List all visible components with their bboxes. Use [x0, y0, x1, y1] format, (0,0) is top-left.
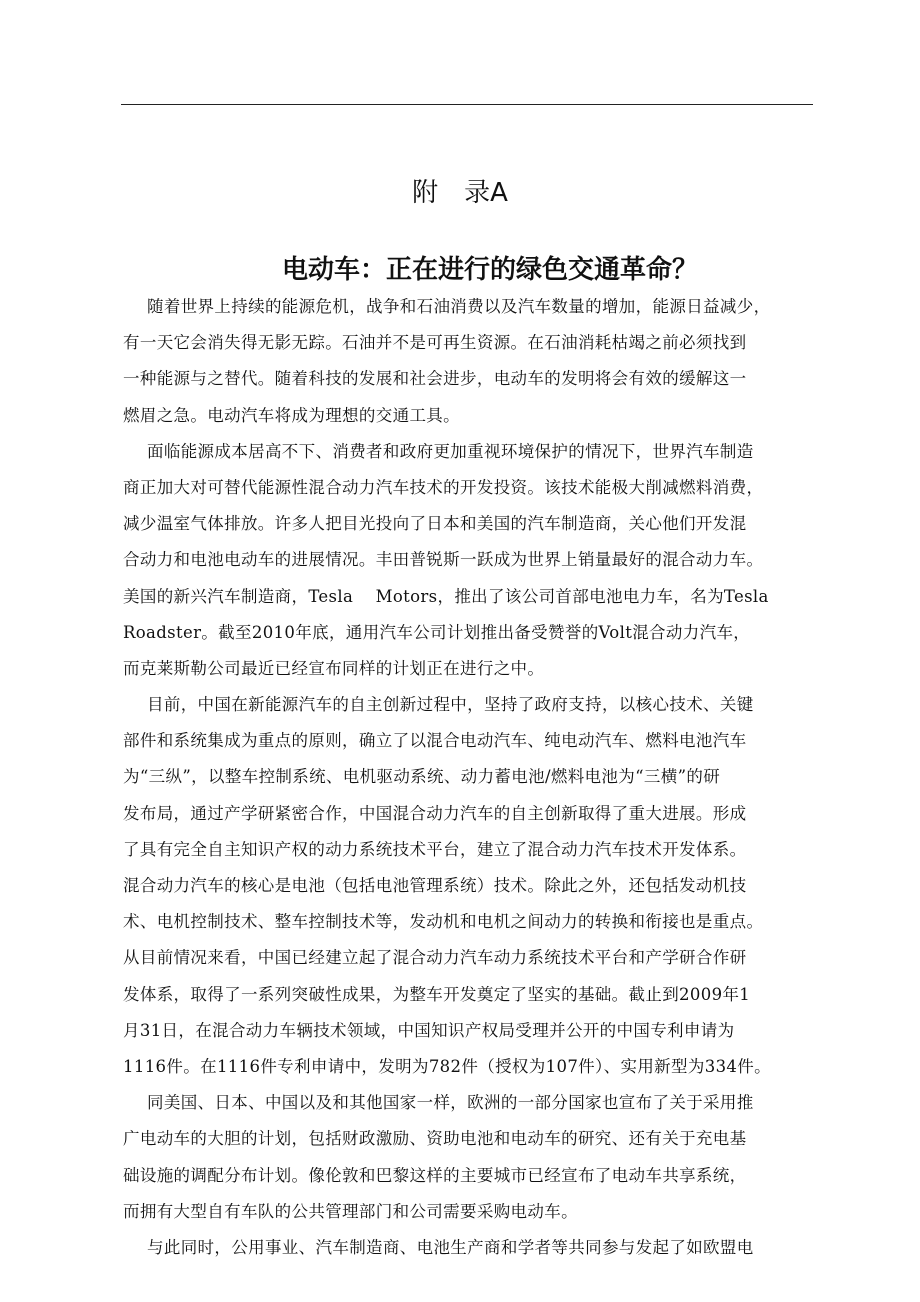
body-text-line: 术、电机控制技术、整车控制技术等，发动机和电机之间动力的转换和衔接也是重点。	[123, 912, 764, 932]
body-text-line: 广电动车的大胆的计划，包括财政激励、资助电池和电动车的研究、还有关于充电基	[123, 1129, 747, 1149]
body-text-line: 同美国、日本、中国以及和其他国家一样，欧洲的一部分国家也宣布了关于采用推	[147, 1093, 754, 1113]
body-text-line: 面临能源成本居高不下、消费者和政府更加重视环境保护的情况下，世界汽车制造	[147, 441, 754, 461]
body-text-line: 美国的新兴汽车制造商，Tesla Motors，推出了该公司首部电池电力车，名为Tesla	[123, 586, 769, 606]
article-title: 电动车：正在进行的绿色交通革命？	[281, 255, 698, 285]
body-text-line: 了具有完全自主知识产权的动力系统技术平台，建立了混合动力汽车技术开发体系。	[123, 839, 747, 859]
body-text-line: 而克莱斯勒公司最近已经宣布同样的计划正在进行之中。	[123, 658, 545, 678]
body-text-line: 目前，中国在新能源汽车的自主创新过程中，坚持了政府支持，以核心技术、关键	[147, 695, 754, 715]
body-text-line: 发布局，通过产学研紧密合作，中国混合动力汽车的自主创新取得了重大进展。形成	[123, 803, 747, 823]
body-text-line: 商正加大对可替代能源性混合动力汽车技术的开发投资。该技术能极大削减燃料消费，	[123, 477, 764, 497]
body-text-line: 月31日，在混合动力车辆技术领域，中国知识产权局受理并公开的中国专利申请为	[123, 1020, 735, 1040]
body-text-line: 混合动力汽车的核心是电池（包括电池管理系统）技术。除此之外，还包括发动机技	[123, 876, 747, 895]
body-text-line: 与此同时，公用事业、汽车制造商、电池生产商和学者等共同参与发起了如欧盟电	[147, 1237, 754, 1257]
body-text-line: 减少温室气体排放。许多人把目光投向了日本和美国的汽车制造商，关心他们开发混	[123, 514, 747, 534]
article-body	[123, 289, 815, 1266]
body-text-line: 有一天它会消失得无影无踪。石油并不是可再生资源。在石油消耗枯竭之前必须找到	[123, 333, 747, 353]
appendix-title: 附 录A	[412, 178, 508, 208]
body-text-line: 燃眉之急。电动汽车将成为理想的交通工具。	[123, 405, 460, 425]
body-text-line: 合动力和电池电动车的进展情况。丰田普锐斯一跃成为世界上销量最好的混合动力车。	[123, 550, 764, 570]
body-text-line: 础设施的调配分布计划。像伦敦和巴黎这样的主要城市已经宣布了电动车共享系统，	[123, 1165, 747, 1185]
body-text-line: 发体系，取得了一系列突破性成果，为整车开发奠定了坚实的基础。截止到2009年1	[123, 984, 751, 1004]
body-text-line: 随着世界上持续的能源危机，战争和石油消费以及汽车数量的增加，能源日益减少，	[147, 297, 771, 316]
body-text-line: 为“三纵”，以整车控制系统、电机驱动系统、动力蓄电池/燃料电池为“三横”的研	[123, 767, 721, 787]
body-text-line: 一种能源与之替代。随着科技的发展和社会进步，电动车的发明将会有效的缓解这一	[123, 369, 747, 389]
body-text-line: 1116件。在1116件专利申请中，发明为782件（授权为107件）、实用新型为334件。	[123, 1056, 771, 1076]
body-text-line: 而拥有大型自有车队的公共管理部门和公司需要采购电动车。	[123, 1201, 578, 1221]
body-text-line: Roadster。截至2010年底，通用汽车公司计划推出备受赞誉的Volt混合动力汽车，	[123, 622, 751, 642]
header-rule	[121, 104, 813, 105]
body-text-line: 从目前情况来看，中国已经建立起了混合动力汽车动力系统技术平台和产学研合作研	[123, 948, 747, 968]
body-text-line: 部件和系统集成为重点的原则，确立了以混合电动汽车、纯电动汽车、燃料电池汽车	[123, 731, 747, 751]
